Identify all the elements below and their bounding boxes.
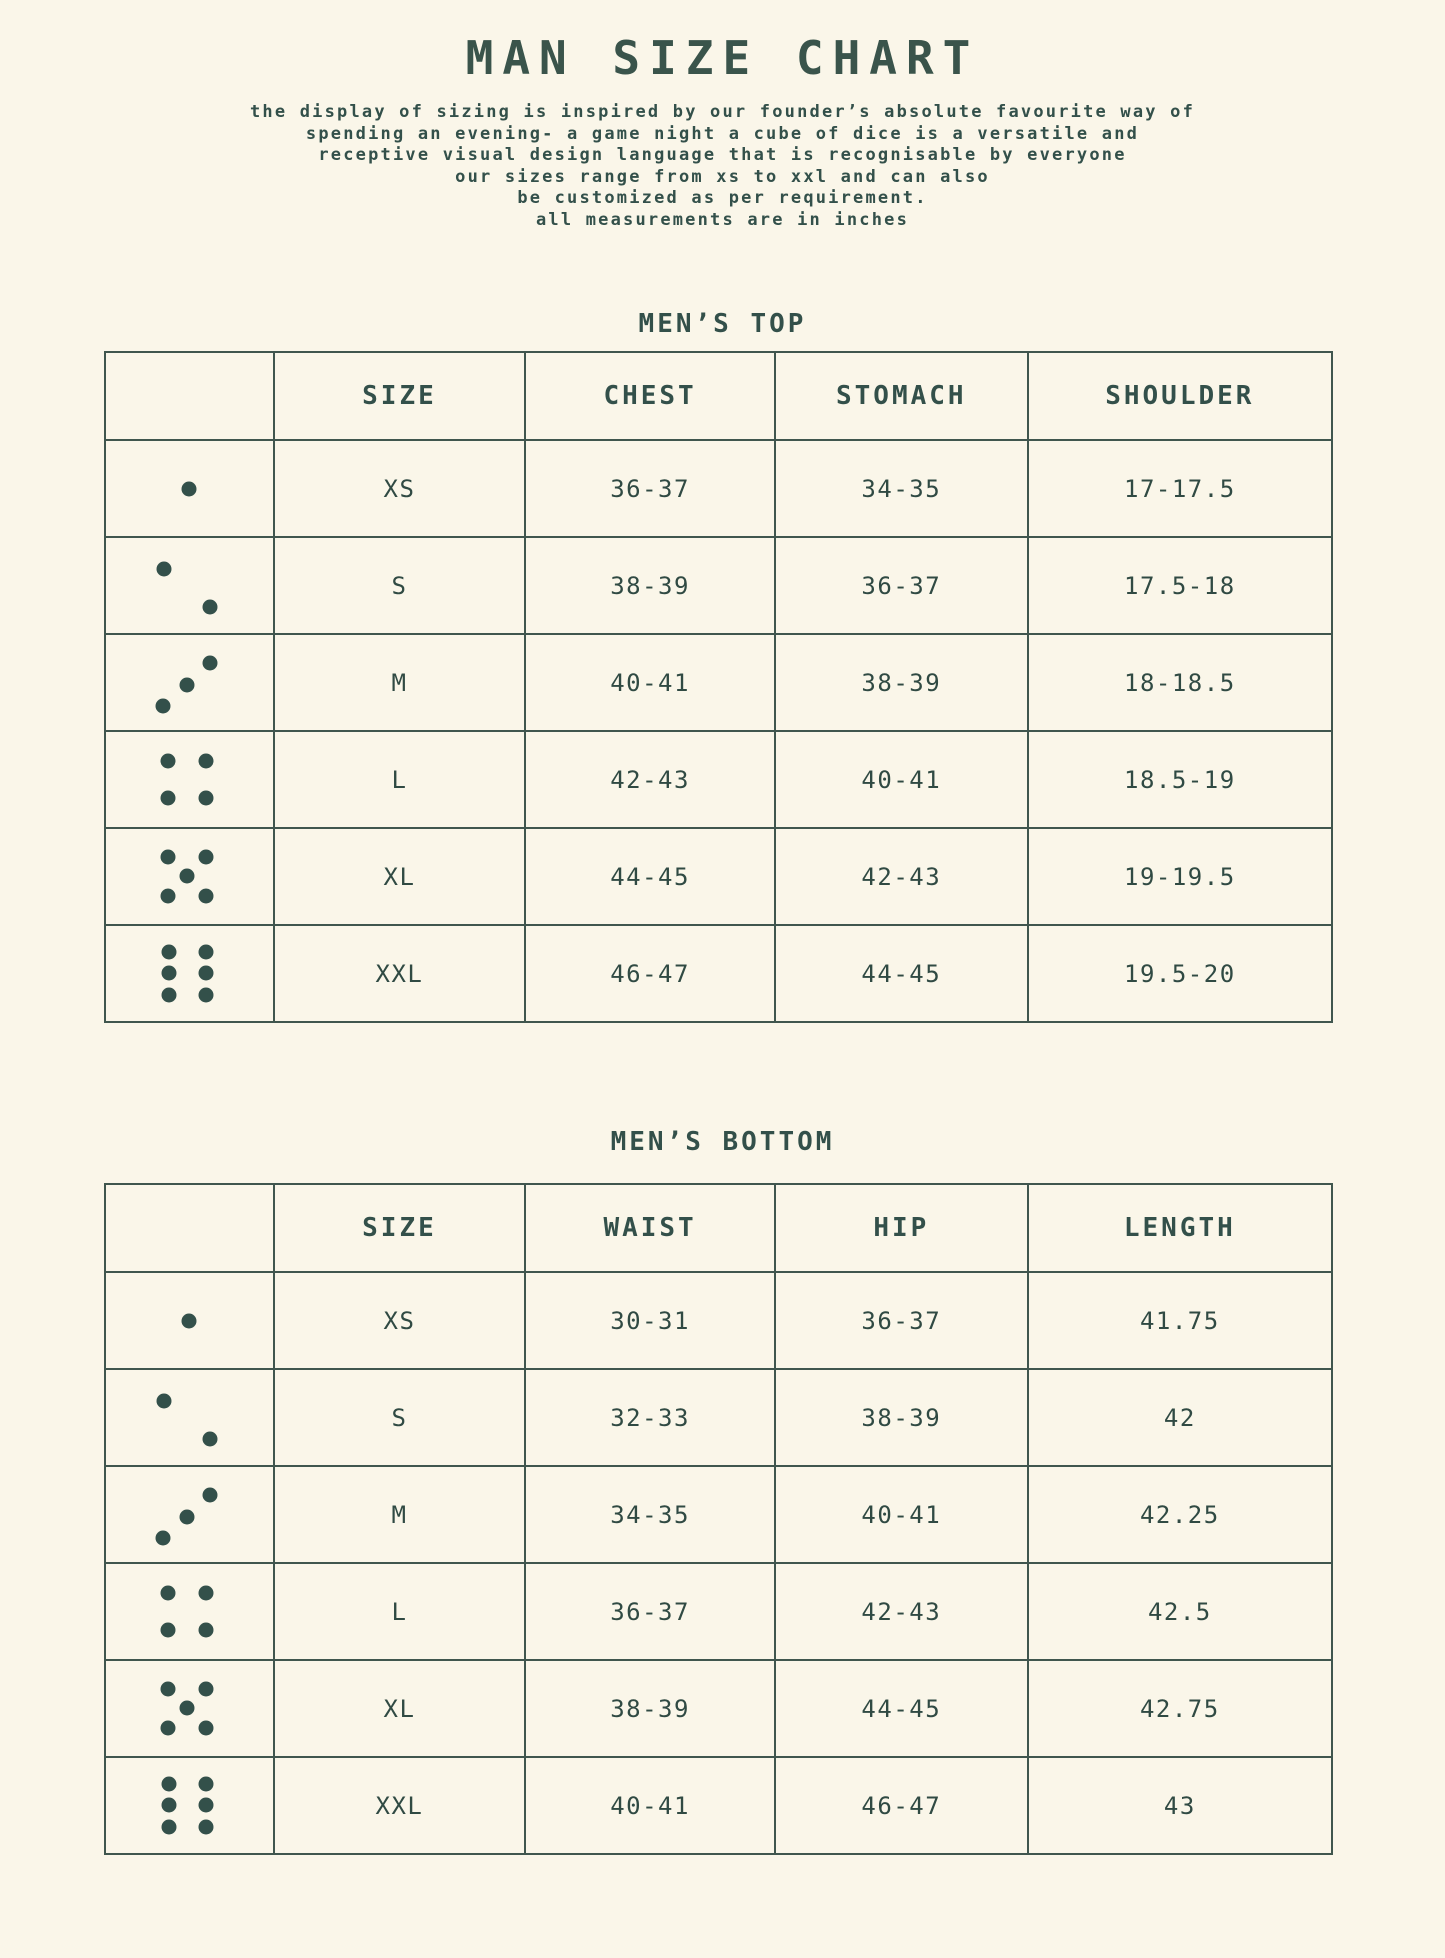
- column-header-hip: HIP: [775, 1184, 1028, 1272]
- value-cell: 42.25: [1028, 1466, 1332, 1563]
- dice-cell: [105, 1466, 274, 1563]
- mens-bottom-table: [104, 1183, 1333, 1855]
- dice-cell: [105, 440, 274, 537]
- size-cell: S: [274, 537, 526, 634]
- value-cell: 42: [1028, 1369, 1332, 1466]
- table-row: [105, 828, 1332, 925]
- intro-paragraph: [0, 102, 1445, 231]
- column-header-stomach: STOMACH: [775, 352, 1028, 440]
- table-row: [105, 440, 1332, 537]
- value-cell: 34-35: [775, 440, 1028, 537]
- table-row: [105, 1757, 1332, 1854]
- value-cell: 42-43: [775, 1563, 1028, 1660]
- intro-line: spending an evening- a game night a cube of dice is a versatile and: [305, 123, 1140, 144]
- table-row: [105, 1563, 1332, 1660]
- table-row: [105, 1660, 1332, 1757]
- dice-cell: [105, 1563, 274, 1660]
- value-cell: 42.5: [1028, 1563, 1332, 1660]
- size-cell: M: [274, 1466, 526, 1563]
- column-header-size: SIZE: [274, 1184, 526, 1272]
- table-row: [105, 1466, 1332, 1563]
- value-cell: 36-37: [525, 440, 775, 537]
- value-cell: 44-45: [525, 828, 775, 925]
- value-cell: 19.5-20: [1028, 925, 1332, 1022]
- value-cell: 44-45: [775, 1660, 1028, 1757]
- value-cell: 34-35: [525, 1466, 775, 1563]
- value-cell: 19-19.5: [1028, 828, 1332, 925]
- size-cell: XL: [274, 1660, 526, 1757]
- table-header-row: [105, 1184, 1332, 1272]
- value-cell: 41.75: [1028, 1272, 1332, 1369]
- size-cell: L: [274, 731, 526, 828]
- size-cell: S: [274, 1369, 526, 1466]
- intro-line: all measurements are in inches: [535, 209, 910, 230]
- value-cell: 40-41: [525, 1757, 775, 1854]
- value-cell: 38-39: [775, 634, 1028, 731]
- intro-line: be customized as per requirement.: [517, 188, 928, 208]
- value-cell: 32-33: [525, 1369, 775, 1466]
- value-cell: 46-47: [525, 925, 775, 1022]
- value-cell: 43: [1028, 1757, 1332, 1854]
- intro-line: our sizes range from xs to xxl and can also: [455, 166, 990, 187]
- size-cell: M: [274, 634, 526, 731]
- value-cell: 38-39: [525, 537, 775, 634]
- table-row: [105, 1272, 1332, 1369]
- size-cell: L: [274, 1563, 526, 1660]
- value-cell: 44-45: [775, 925, 1028, 1022]
- value-cell: 18-18.5: [1028, 634, 1332, 731]
- size-cell: XS: [274, 440, 526, 537]
- intro-line: the display of sizing is inspired by our founder’s absolute favourite way of: [249, 102, 1196, 122]
- dice-cell: [105, 537, 274, 634]
- column-header-shoulder: SHOULDER: [1028, 352, 1332, 440]
- column-header-waist: WAIST: [525, 1184, 775, 1272]
- page-title: MAN SIZE CHART: [465, 31, 980, 85]
- dice-cell: [105, 731, 274, 828]
- table-row: [105, 731, 1332, 828]
- table-row: [105, 537, 1332, 634]
- dice-cell: [105, 1660, 274, 1757]
- value-cell: 42.75: [1028, 1660, 1332, 1757]
- section-title-mens-top: MEN’S TOP: [638, 309, 807, 339]
- dice-cell: [105, 1369, 274, 1466]
- section-title-mens-bottom: MEN’S BOTTOM: [610, 1127, 835, 1157]
- column-header-size: SIZE: [274, 352, 526, 440]
- value-cell: 42-43: [775, 828, 1028, 925]
- value-cell: 17.5-18: [1028, 537, 1332, 634]
- dice-cell: [105, 828, 274, 925]
- value-cell: 36-37: [775, 1272, 1028, 1369]
- value-cell: 40-41: [775, 731, 1028, 828]
- size-cell: XS: [274, 1272, 526, 1369]
- column-header-dice: [105, 352, 274, 440]
- value-cell: 30-31: [525, 1272, 775, 1369]
- value-cell: 17-17.5: [1028, 440, 1332, 537]
- column-header-length: LENGTH: [1028, 1184, 1332, 1272]
- value-cell: 38-39: [525, 1660, 775, 1757]
- table-row: [105, 1369, 1332, 1466]
- dice-cell: [105, 925, 274, 1022]
- intro-line: receptive visual design language that is recognisable by everyone: [318, 145, 1127, 165]
- value-cell: 40-41: [775, 1466, 1028, 1563]
- size-cell: XL: [274, 828, 526, 925]
- value-cell: 40-41: [525, 634, 775, 731]
- dice-cell: [105, 1757, 274, 1854]
- size-cell: XXL: [274, 1757, 526, 1854]
- table-row: [105, 925, 1332, 1022]
- table-row: [105, 634, 1332, 731]
- column-header-chest: CHEST: [525, 352, 775, 440]
- value-cell: 42-43: [525, 731, 775, 828]
- value-cell: 18.5-19: [1028, 731, 1332, 828]
- value-cell: 38-39: [775, 1369, 1028, 1466]
- dice-cell: [105, 1272, 274, 1369]
- value-cell: 36-37: [525, 1563, 775, 1660]
- column-header-dice: [105, 1184, 274, 1272]
- dice-cell: [105, 634, 274, 731]
- size-cell: XXL: [274, 925, 526, 1022]
- value-cell: 36-37: [775, 537, 1028, 634]
- mens-top-table: [104, 351, 1333, 1023]
- value-cell: 46-47: [775, 1757, 1028, 1854]
- table-header-row: [105, 352, 1332, 440]
